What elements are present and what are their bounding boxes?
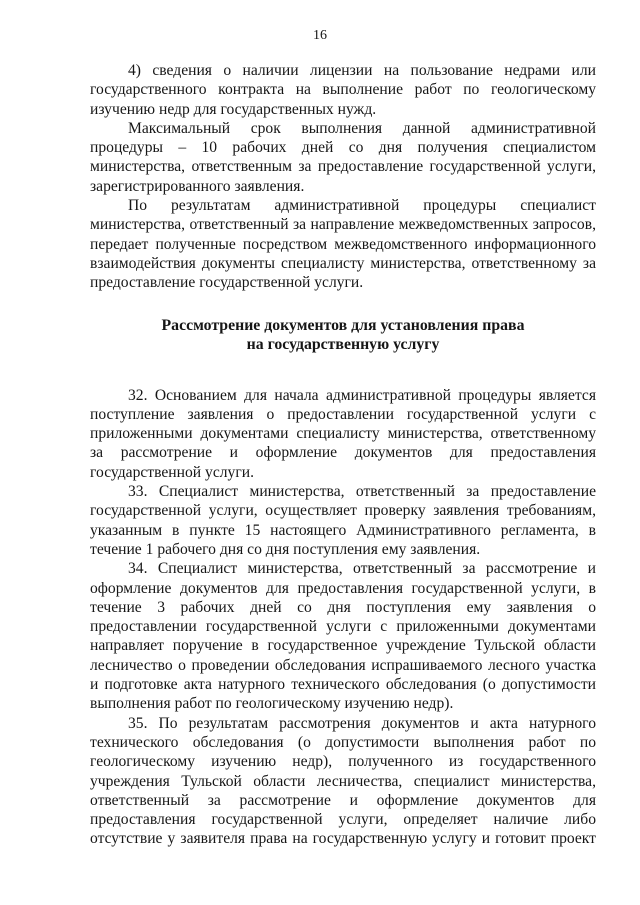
- paragraph-item-32: 32. Основанием для начала административной процедуры является поступление заявления о предоставлении государственной услуги с приложенными документами специалисту министерства, ответственному за рассмотрение и оформление документов для предоставления государственной услуги.: [90, 386, 596, 481]
- paragraph-item-34: 34. Специалист министерства, ответственный за рассмотрение и оформление документов для предоставления государственной услуги, в течение 3 рабочих дней со дня поступления ему заявления о предоставлении государственной услуги с приложенными документами направляет поручение в государственное учреждение Тульской области лесничество о проведении обследования испрашиваемого лесного участка и подготовке акта натурного технического обследования (о допустимости выполнения работ по геологическому изучению недр).: [90, 560, 596, 713]
- document-body: [90, 61, 596, 849]
- paragraph-license-info: 4) сведения о наличии лицензии на пользование недрами или государственного контракта на выполнение работ по геологическому изучению недр для государственных нужд.: [90, 62, 596, 118]
- page-number: 16: [313, 28, 327, 43]
- paragraph-max-term: Максимальный срок выполнения данной административной процедуры – 10 рабочих дней со дня получения специалистом министерства, ответственным за предоставление государственной услуги, зарегистрированного заявления.: [90, 119, 596, 195]
- section-heading-line2: на государственную услугу: [246, 336, 440, 354]
- paragraph-item-35: 35. По результатам рассмотрения документов и акта натурного технического обследования (о допустимости выполнения работ по геологическому изучению недр), полученного из государственного учреждения Тульской области лесничества, специалист министерства, ответственный за рассмотрение и оформление документов для предоставления государственной услуги, определяет наличие либо отсутствие у заявителя права на государственную услугу и готовит проект: [90, 714, 596, 848]
- section-heading: [90, 316, 596, 355]
- paragraph-results-transfer: По результатам административной процедуры специалист министерства, ответственный за направление межведомственных запросов, передает полученные посредством межведомственного информационного взаимодействия документы специалисту министерства, ответственному за предоставление государственной услуги.: [90, 197, 596, 292]
- paragraph-item-33: 33. Специалист министерства, ответственный за предоставление государственной услуги, осуществляет проверку заявления требованиям, указанным в пункте 15 настоящего Административного регламента, в течение 1 рабочего дня со дня поступления ему заявления.: [90, 483, 596, 558]
- section-heading-line1: Рассмотрение документов для установления права: [161, 316, 525, 334]
